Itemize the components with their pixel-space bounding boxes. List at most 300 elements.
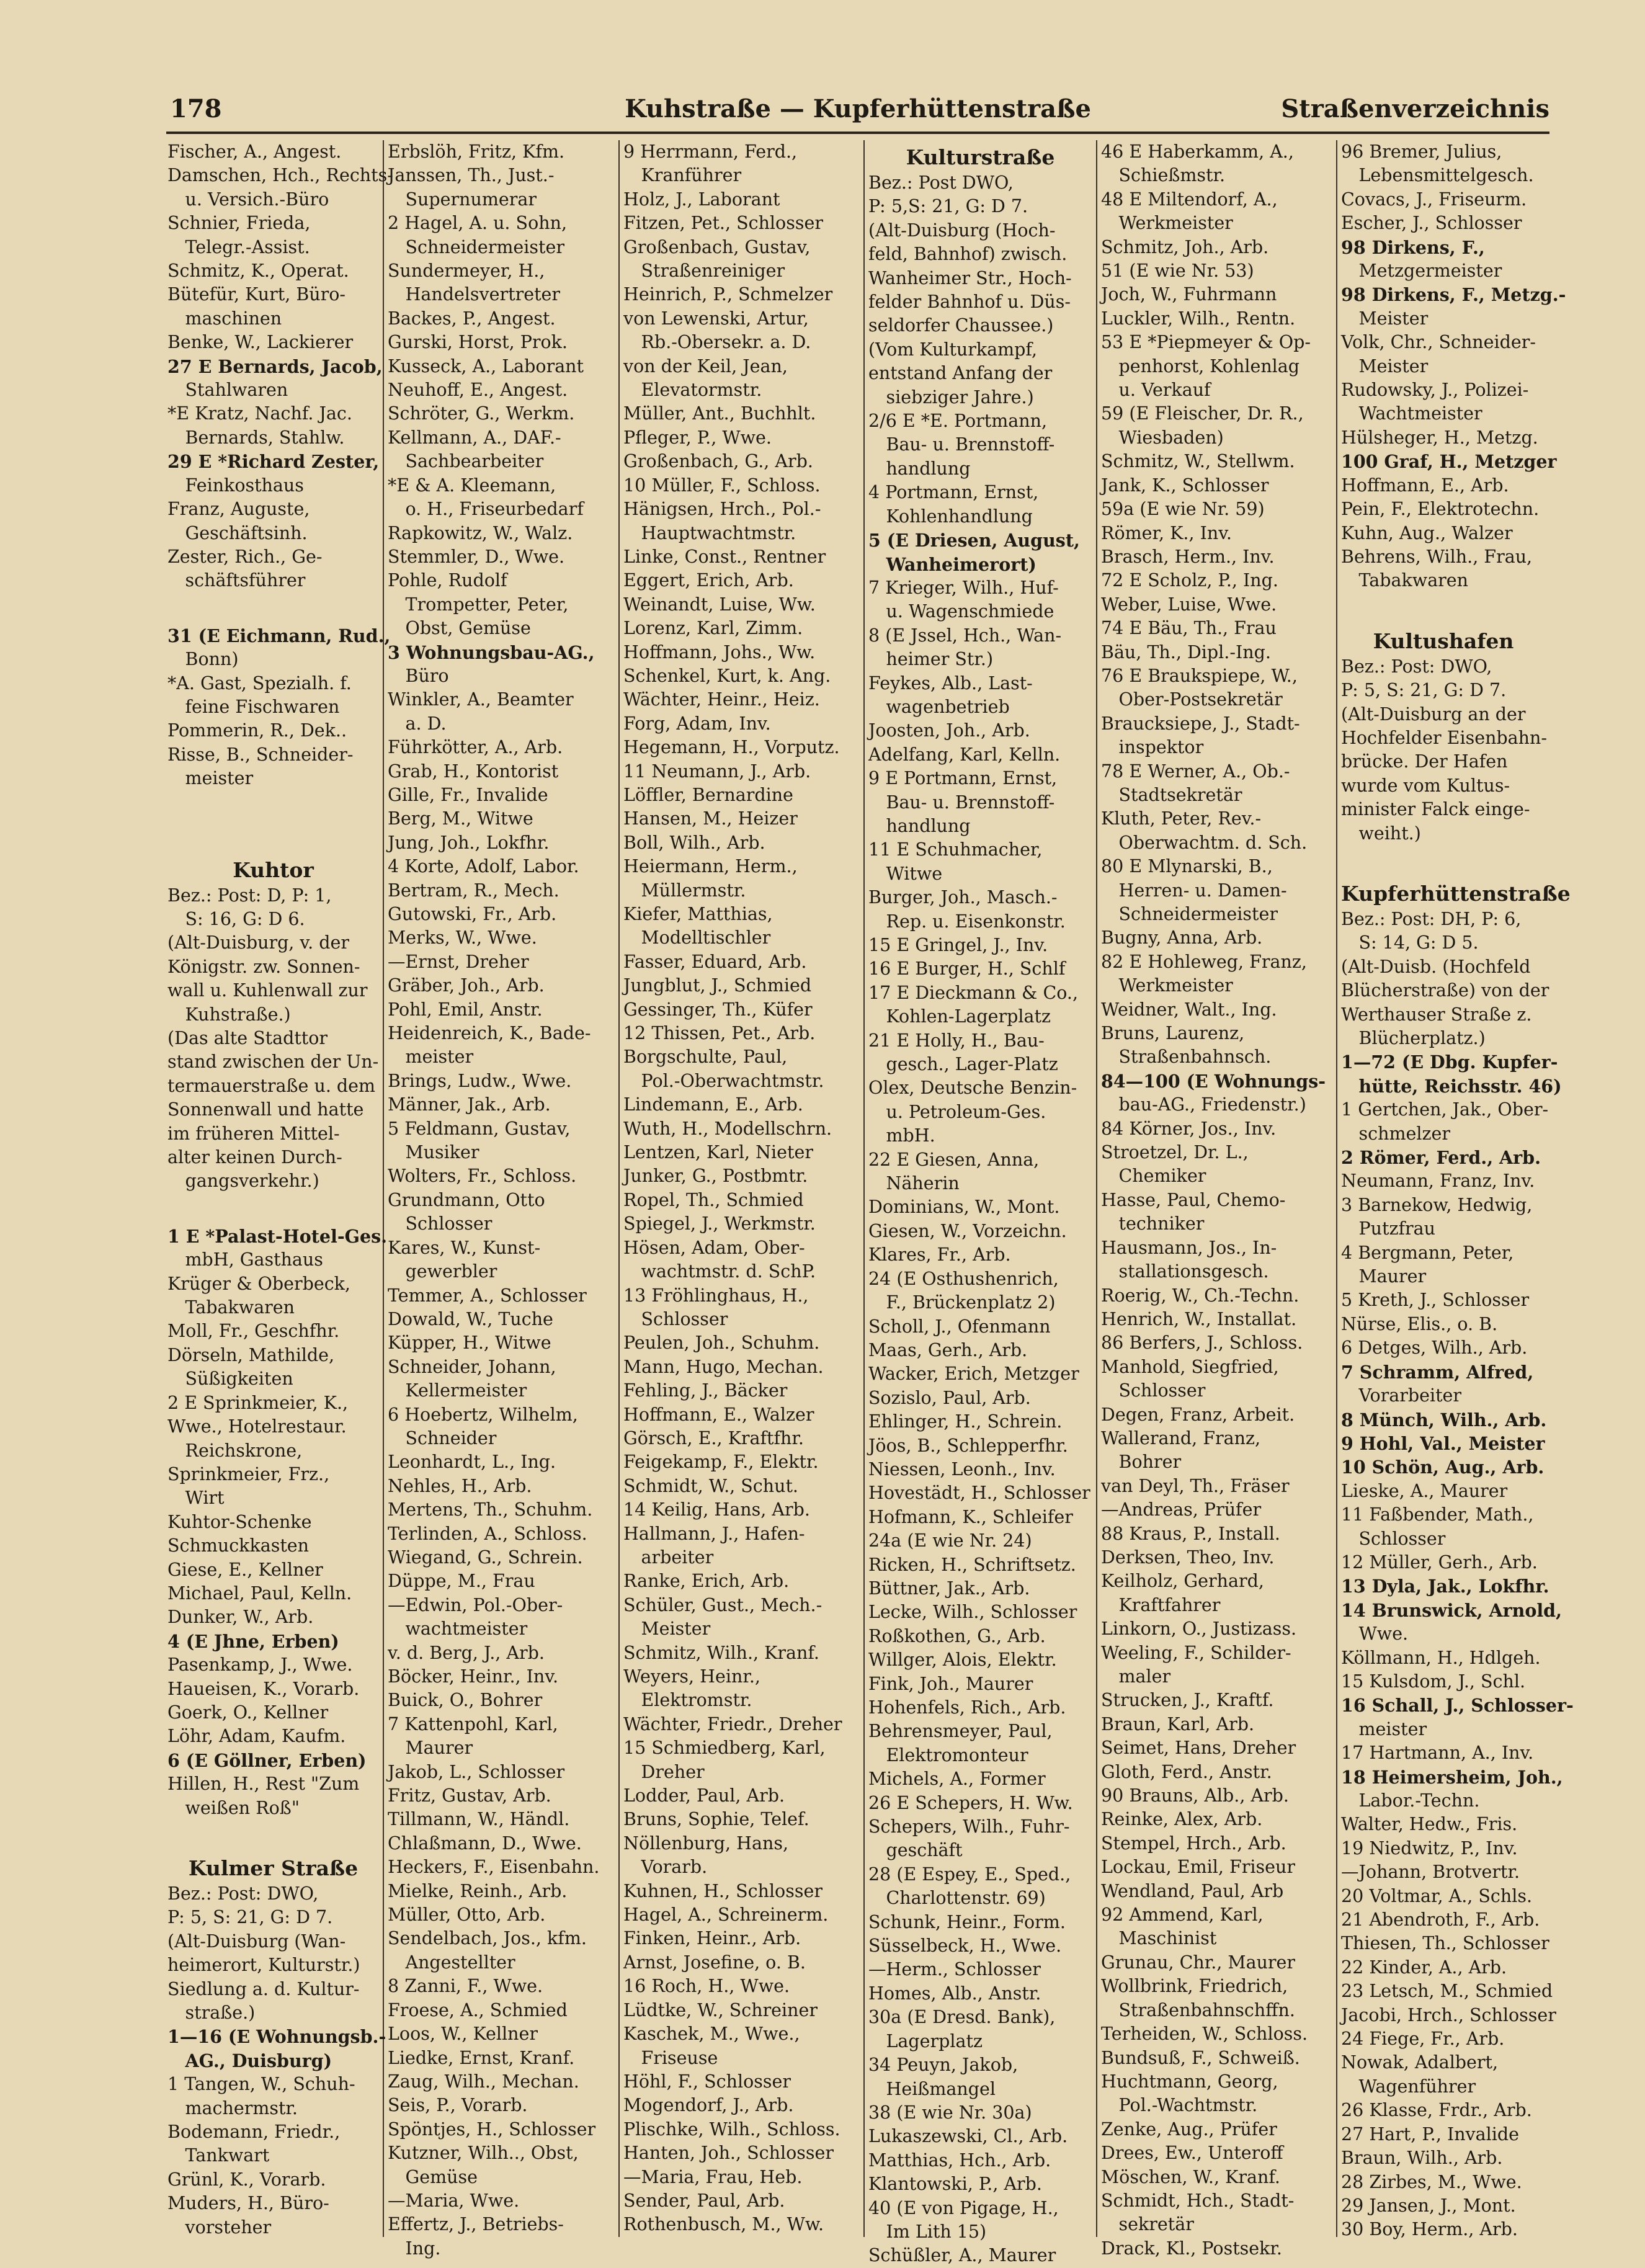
directory-entry: 1 Tangen, W., Schuh- <box>167 2074 355 2095</box>
column-3 <box>620 140 865 2237</box>
directory-entry: inspektor <box>1101 737 1204 758</box>
directory-entry: Hänigsen, Hrch., Pol.- <box>623 499 821 520</box>
directory-entry: —Ernst, Dreher <box>388 951 529 972</box>
directory-entry: Michels, A., Former <box>868 1769 1046 1790</box>
directory-entry: Roerig, W., Ch.-Techn. <box>1101 1285 1300 1306</box>
directory-entry: (Das alte Stadttor <box>167 1028 328 1048</box>
directory-entry: Schepers, Wilh., Fuhr- <box>868 1816 1070 1837</box>
directory-entry: schäftsführer <box>167 570 306 591</box>
directory-entry: 9 Herrmann, Ferd., <box>623 141 798 162</box>
directory-entry: 6 Detges, Wilh., Arb. <box>1341 1337 1528 1359</box>
directory-entry: Wiesbaden) <box>1101 427 1224 448</box>
directory-entry: Hovestädt, H., Schlosser <box>868 1483 1090 1504</box>
directory-entry: 84—100 (E Wohnungs- <box>1101 1070 1326 1092</box>
directory-entry: Schunk, Heinr., Form. <box>868 1911 1066 1932</box>
directory-entry: 24 Fiege, Fr., Arb. <box>1341 2029 1505 2050</box>
directory-entry: Niessen, Leonh., Inv. <box>868 1458 1056 1480</box>
directory-entry: Schüler, Gust., Mech.- <box>623 1594 822 1615</box>
directory-entry: Rudowsky, J., Polizei- <box>1341 380 1529 401</box>
directory-entry: Führkötter, A., Arb. <box>388 737 563 758</box>
columns-container <box>164 140 1574 2266</box>
directory-entry: Büttner, Jak., Arb. <box>868 1578 1030 1599</box>
directory-entry: (Alt-Duisburg an der <box>1341 703 1526 725</box>
directory-entry: Kiefer, Matthias, <box>623 904 773 924</box>
directory-entry: Bez.: Post: DWO, <box>167 1883 319 1904</box>
directory-entry: Weinandt, Luise, Ww. <box>623 594 816 615</box>
directory-entry: mbH. <box>868 1125 935 1146</box>
directory-entry: Liedke, Ernst, Kranf. <box>388 2047 575 2068</box>
directory-entry: Stemmler, D., Wwe. <box>388 546 565 567</box>
directory-entry: Wuth, H., Modellschrn. <box>623 1118 832 1139</box>
directory-entry: Schmitz, Joh., Arb. <box>1101 236 1269 257</box>
directory-entry: Kuhstraße.) <box>167 1004 291 1025</box>
directory-entry: Tabakwaren <box>167 1297 295 1318</box>
directory-entry: Schneidermeister <box>1101 904 1278 924</box>
column-4 <box>865 140 1097 2266</box>
directory-entry: Wanheimer Str., Hoch- <box>868 267 1072 288</box>
directory-entry: Bruns, Sophie, Telef. <box>623 1809 809 1830</box>
directory-entry: Homes, Alb., Anstr. <box>868 1983 1041 2004</box>
directory-entry: 24 (E Osthushenrich, <box>868 1268 1059 1289</box>
directory-entry: Seis, P., Vorarb. <box>388 2095 528 2116</box>
directory-entry: Hagel, A., Schreinerm. <box>623 1904 829 1926</box>
directory-entry: gangsverkehr.) <box>167 1171 319 1192</box>
directory-entry: Wächter, Friedr., Dreher <box>623 1713 842 1734</box>
directory-entry: Modelltischler <box>623 927 771 949</box>
directory-entry: 51 (E wie Nr. 53) <box>1101 261 1254 282</box>
directory-entry: Forg, Adam, Inv. <box>623 713 771 734</box>
directory-entry: Thiesen, Th., Schlosser <box>1341 1933 1549 1954</box>
directory-entry: Mann, Hugo, Mechan. <box>623 1356 824 1377</box>
directory-entry: Kares, W., Kunst- <box>388 1237 541 1258</box>
directory-entry: Schlosser <box>1101 1380 1206 1401</box>
spacer <box>167 1194 379 1225</box>
directory-entry: Scholl, J., Ofenmann <box>868 1316 1051 1337</box>
directory-entry: Schmidt, W., Schut. <box>623 1475 798 1496</box>
directory-entry: Schneider, Johann, <box>388 1356 556 1377</box>
directory-entry: 30a (E Dresd. Bank), <box>868 2007 1056 2028</box>
directory-entry: Jakob, L., Schlosser <box>388 1761 565 1782</box>
directory-entry: Junker, G., Postbmtr. <box>623 1166 808 1187</box>
directory-entry: Elektromstr. <box>623 1690 752 1711</box>
directory-entry: Metzgermeister <box>1341 261 1502 282</box>
directory-entry: 18 Heimersheim, Joh., <box>1341 1766 1563 1788</box>
directory-entry: termauerstraße u. dem <box>167 1075 376 1096</box>
directory-entry: Labor.-Techn. <box>1341 1790 1480 1811</box>
directory-entry: Handelsvertreter <box>388 284 561 305</box>
directory-entry: Bonn) <box>167 649 239 670</box>
directory-entry: Bez.: Post: D, P: 1, <box>167 885 332 906</box>
directory-entry: Zaug, Wilh., Mechan. <box>388 2071 579 2092</box>
directory-entry: —Maria, Frau, Heb. <box>623 2166 803 2187</box>
directory-entry: Obst, Gemüse <box>388 618 531 639</box>
directory-entry: 90 Brauns, Alb., Arb. <box>1101 1785 1289 1806</box>
directory-entry: Tabakwaren <box>1341 570 1469 591</box>
directory-entry: 4 (E Jhne, Erben) <box>167 1630 339 1652</box>
directory-entry: 5 Feldmann, Gustav, <box>388 1118 571 1139</box>
directory-entry: Hallmann, J., Hafen- <box>623 1523 805 1544</box>
directory-entry: Nöllenburg, Hans, <box>623 1833 789 1854</box>
street-heading: Kupferhüttenstraße <box>1341 881 1571 906</box>
directory-entry: Merks, W., Wwe. <box>388 927 537 949</box>
directory-entry: Hasse, Paul, Chemo- <box>1101 1189 1286 1210</box>
directory-entry: P: 5, S: 21, G: D 7. <box>1341 680 1507 701</box>
directory-entry: Lebensmittelgesch. <box>1341 165 1534 186</box>
directory-entry: Walter, Hedw., Fris. <box>1341 1814 1518 1835</box>
street-heading: Kultushafen <box>1373 628 1514 653</box>
directory-entry: Näherin <box>868 1173 960 1194</box>
directory-entry: Franz, Auguste, <box>167 499 310 520</box>
directory-entry: P: 5,S: 21, G: D 7. <box>868 196 1028 217</box>
directory-entry: (Alt-Duisburg (Hoch- <box>868 220 1056 241</box>
directory-entry: entstand Anfang der <box>868 363 1053 384</box>
directory-entry: Peulen, Joh., Schuhm. <box>623 1333 820 1354</box>
directory-entry: Fritz, Gustav, Arb. <box>388 1785 551 1806</box>
directory-entry: Seimet, Hans, Dreher <box>1101 1738 1296 1759</box>
directory-entry: meister <box>388 1047 474 1068</box>
directory-entry: Vorarb. <box>623 1857 708 1878</box>
directory-entry: Kuhnen, H., Schlosser <box>623 1880 822 1901</box>
directory-entry: Ober-Postsekretär <box>1101 689 1283 710</box>
directory-entry: Adelfang, Karl, Kelln. <box>868 744 1061 765</box>
directory-entry: —Edwin, Pol.-Ober- <box>388 1594 563 1615</box>
directory-entry: Kellmann, A., DAF.- <box>388 427 561 448</box>
directory-entry: *E Kratz, Nachf. Jac. <box>167 403 352 424</box>
directory-entry: F., Brückenplatz 2) <box>868 1292 1056 1313</box>
directory-entry: Putzfrau <box>1341 1218 1436 1239</box>
directory-entry: Kuhtor-Schenke <box>167 1511 312 1532</box>
directory-entry: Hohenfels, Rich., Arb. <box>868 1697 1066 1718</box>
directory-entry: Bertram, R., Mech. <box>388 880 559 901</box>
directory-entry: Reinke, Alex, Arb. <box>1101 1809 1263 1830</box>
directory-entry: Linkorn, O., Justizass. <box>1101 1618 1297 1640</box>
directory-entry: Heinrich, P., Schmelzer <box>623 284 833 305</box>
directory-entry: Römer, K., Inv. <box>1101 522 1232 543</box>
directory-entry: 38 (E wie Nr. 30a) <box>868 2102 1032 2123</box>
directory-entry: gewerbler <box>388 1261 497 1282</box>
directory-entry: Mertens, Th., Schuhm. <box>388 1499 593 1520</box>
directory-entry: Ropel, Th., Schmied <box>623 1189 804 1210</box>
directory-entry: Sendelbach, Jos., kfm. <box>388 1928 587 1949</box>
directory-entry: 19 Niedwitz, P., Inv. <box>1341 1837 1518 1859</box>
directory-entry: feld, Bahnhof) zwisch. <box>868 244 1068 265</box>
directory-entry: —Johann, Brotvertr. <box>1341 1862 1520 1883</box>
directory-entry: Im Lith 15) <box>868 2221 987 2242</box>
directory-entry: Grunau, Chr., Maurer <box>1101 1952 1296 1973</box>
directory-entry: wurde vom Kultus- <box>1341 775 1510 796</box>
directory-entry: 22 Kinder, A., Arb. <box>1341 1957 1507 1978</box>
directory-entry: Pol.-Oberwachtmstr. <box>623 1070 824 1091</box>
directory-entry: Strucken, J., Kraftf. <box>1101 1690 1274 1711</box>
directory-entry: Stempel, Hrch., Arb. <box>1101 1833 1286 1854</box>
directory-entry: Hoffmann, E., Arb. <box>1341 475 1509 496</box>
directory-entry: Gutowski, Fr., Arb. <box>388 904 557 924</box>
directory-entry: Jungblut, J., Schmied <box>623 975 812 996</box>
directory-entry: 21 Abendroth, F., Arb. <box>1341 1909 1540 1931</box>
directory-entry: Lentzen, Karl, Nieter <box>623 1142 813 1163</box>
directory-entry: 15 Schmiedberg, Karl, <box>623 1738 826 1759</box>
directory-entry: 3 Wohnungsbau-AG., <box>388 641 595 663</box>
directory-entry: stand zwischen der Un- <box>167 1051 379 1073</box>
directory-entry: Holz, J., Laborant <box>623 189 780 210</box>
directory-entry: Wiegand, G., Schrein. <box>388 1547 583 1568</box>
directory-entry: AG., Duisburg) <box>167 2050 332 2071</box>
directory-entry: mbH, Gasthaus <box>167 1249 323 1270</box>
directory-entry: Blücherstraße) von der <box>1341 980 1549 1001</box>
directory-entry: Süßigkeiten <box>167 1368 293 1390</box>
directory-entry: van Deyl, Th., Fräser <box>1101 1475 1290 1496</box>
directory-entry: Charlottenstr. 69) <box>868 1888 1046 1909</box>
directory-entry: heimerort, Kulturstr.) <box>167 1955 360 1976</box>
directory-entry: sekretär <box>1101 2214 1194 2235</box>
directory-entry: 22 E Giesen, Anna, <box>868 1149 1040 1170</box>
directory-entry: Bau- u. Brennstoff- <box>868 434 1055 455</box>
directory-entry: Zester, Rich., Ge- <box>167 546 323 567</box>
street-heading: Kulturstraße <box>906 145 1055 169</box>
directory-entry: u. Petroleum-Ges. <box>868 1101 1046 1122</box>
directory-entry: (Vom Kulturkampf, <box>868 339 1038 360</box>
directory-entry: Schmuckkasten <box>167 1535 310 1556</box>
directory-entry: Grünl, K., Vorarb. <box>167 2169 326 2190</box>
directory-entry: Rothenbusch, M., Ww. <box>623 2214 824 2235</box>
directory-entry: machermstr. <box>167 2097 298 2118</box>
directory-entry: 11 E Schuhmacher, <box>868 839 1043 860</box>
directory-entry: 7 Kattenpohl, Karl, <box>388 1713 558 1734</box>
directory-entry: Hansen, M., Heizer <box>623 808 798 829</box>
directory-entry: 7 Krieger, Wilh., Huf- <box>868 577 1059 598</box>
spacer <box>1341 846 1546 877</box>
directory-entry: 11 Neumann, J., Arb. <box>623 761 811 782</box>
directory-entry: Pommerin, R., Dek.. <box>167 720 347 741</box>
directory-entry: Zenke, Aug., Prüfer <box>1101 2118 1277 2140</box>
directory-entry: Giesen, W., Vorzeichn. <box>868 1220 1067 1241</box>
directory-entry: Pein, F., Elektrotechn. <box>1341 499 1540 520</box>
directory-entry: Sonnenwall und hatte <box>167 1099 364 1120</box>
column-1 <box>164 140 393 2238</box>
directory-entry: 29 Jansen, J., Mont. <box>1341 2195 1516 2216</box>
directory-entry: wachtmstr. d. SchP. <box>623 1261 816 1282</box>
spacer <box>1341 593 1546 624</box>
directory-entry: im früheren Mittel- <box>167 1123 340 1144</box>
directory-entry: Heidenreich, K., Bade- <box>388 1023 591 1044</box>
directory-entry: Weber, Luise, Wwe. <box>1101 594 1277 615</box>
directory-entry: 1—16 (E Wohnungsb.- <box>167 2026 386 2048</box>
directory-entry: 8 Zanni, F., Wwe. <box>388 1976 543 1997</box>
directory-entry: Plischke, Wilh., Schloss. <box>623 2118 840 2140</box>
directory-entry: 4 Bergmann, Peter, <box>1341 1242 1514 1263</box>
section-title: Straßenverzeichnis <box>1281 94 1549 123</box>
directory-entry: 59 (E Fleischer, Dr. R., <box>1101 403 1304 424</box>
directory-entry: Loos, W., Kellner <box>388 2024 538 2045</box>
directory-entry: Bundsuß, F., Schweiß. <box>1101 2047 1300 2068</box>
directory-entry: Bau- u. Brennstoff- <box>868 792 1055 813</box>
directory-entry: 27 Hart, P., Invalide <box>1341 2123 1519 2145</box>
directory-entry: 53 E *Piepmeyer & Op- <box>1101 332 1311 353</box>
directory-entry: Moll, Fr., Geschfhr. <box>167 1321 340 1342</box>
directory-entry: 29 E *Richard Zester, <box>167 451 380 473</box>
directory-entry: techniker <box>1101 1213 1205 1234</box>
directory-entry: 28 (E Espey, E., Sped., <box>868 1864 1071 1885</box>
directory-entry: Ranke, Erich, Arb. <box>623 1571 790 1592</box>
directory-entry: a. D. <box>388 713 447 734</box>
directory-entry: Rapkowitz, W., Walz. <box>388 522 573 543</box>
directory-entry: 88 Kraus, P., Install. <box>1101 1523 1280 1544</box>
directory-entry: Löffler, Bernardine <box>623 784 793 805</box>
directory-entry: u. Wagenschmiede <box>868 601 1054 622</box>
directory-entry: Fasser, Eduard, Arb. <box>623 951 807 972</box>
directory-entry: Spiegel, J., Werkmstr. <box>623 1213 816 1234</box>
directory-entry: Kuhn, Aug., Walzer <box>1341 522 1513 543</box>
directory-entry: 11 Faßbender, Math., <box>1341 1504 1534 1525</box>
running-title: Kuhstraße — Kupferhüttenstraße <box>625 94 1091 123</box>
directory-entry: Hauptwachtmstr. <box>623 522 796 543</box>
column-2 <box>384 140 620 2259</box>
directory-entry: Covacs, J., Friseurm. <box>1341 189 1527 210</box>
directory-entry: Bez.: Post DWO, <box>868 172 1014 193</box>
directory-entry: Reichskrone, <box>167 1440 303 1461</box>
directory-entry: Hillen, H., Rest "Zum <box>167 1774 360 1795</box>
directory-entry: Maschinist <box>1101 1928 1217 1949</box>
directory-entry: Kaschek, M., Wwe., <box>623 2024 800 2045</box>
column-5 <box>1097 140 1337 2259</box>
directory-entry: Sozislo, Paul, Arb. <box>868 1387 1031 1408</box>
directory-entry: minister Falck einge- <box>1341 799 1530 820</box>
directory-entry: (Alt-Duisb. (Hochfeld <box>1341 956 1531 977</box>
directory-entry: Müllermstr. <box>623 880 746 901</box>
directory-entry: 2 Römer, Ferd., Arb. <box>1341 1147 1541 1169</box>
directory-entry: Erbslöh, Fritz, Kfm. <box>388 141 565 162</box>
directory-entry: Bäu, Th., Dipl.-Ing. <box>1101 641 1271 663</box>
directory-entry: Linke, Const., Rentner <box>623 546 826 567</box>
directory-entry: (Alt-Duisburg (Wan- <box>167 1931 346 1952</box>
directory-entry: 12 Müller, Gerh., Arb. <box>1341 1551 1538 1573</box>
directory-entry: S: 16, G: D 6. <box>167 908 305 929</box>
directory-entry: bau-AG., Friedenstr.) <box>1101 1094 1306 1115</box>
directory-entry: Buick, O., Bohrer <box>388 1690 543 1711</box>
directory-entry: Wendland, Paul, Arb <box>1101 1880 1284 1901</box>
directory-entry: 23 Letsch, M., Schmied <box>1341 1981 1553 2002</box>
directory-entry: Kutzner, Wilh.., Obst, <box>388 2143 579 2164</box>
directory-entry: Lorenz, Karl, Zimm. <box>623 618 803 639</box>
directory-entry: S: 14, G: D 5. <box>1341 932 1479 953</box>
directory-entry: Jank, K., Schlosser <box>1101 475 1269 496</box>
directory-entry: 15 E Gringel, J., Inv. <box>868 935 1048 955</box>
directory-entry: Fitzen, Pet., Schlosser <box>623 213 823 234</box>
directory-entry: Pfleger, P., Wwe. <box>623 427 772 448</box>
directory-entry: Büro <box>388 665 449 686</box>
directory-entry: Elektromonteur <box>868 1744 1028 1766</box>
directory-entry: Köllmann, H., Hdlgeh. <box>1341 1647 1541 1668</box>
directory-entry: 84 Körner, Jos., Inv. <box>1101 1118 1277 1139</box>
directory-entry: Feykes, Alb., Last- <box>868 672 1033 694</box>
directory-entry: von der Keil, Jean, <box>623 355 788 377</box>
directory-entry: Friseuse <box>623 2047 718 2068</box>
directory-entry: feine Fischwaren <box>167 696 340 717</box>
directory-entry: 17 Hartmann, A., Inv. <box>1341 1743 1534 1764</box>
directory-entry: Maurer <box>1341 1266 1427 1287</box>
directory-entry: weißen Roß" <box>167 1797 300 1818</box>
directory-entry: 92 Ammend, Karl, <box>1101 1904 1264 1926</box>
directory-entry: Weyers, Heinr., <box>623 1666 760 1687</box>
directory-entry: Gloth, Ferd., Anstr. <box>1101 1761 1272 1782</box>
directory-entry: 7 Schramm, Alfred, <box>1341 1361 1534 1383</box>
directory-entry: Männer, Jak., Arb. <box>388 1094 551 1115</box>
directory-entry: Lukaszewski, Cl., Arb. <box>868 2126 1068 2147</box>
directory-entry: Volk, Chr., Schneider- <box>1341 332 1536 353</box>
directory-entry: Bodemann, Friedr., <box>167 2122 341 2143</box>
directory-entry: Wollbrink, Friedrich, <box>1101 1976 1288 1997</box>
directory-entry: Kohlenhandlung <box>868 506 1033 527</box>
directory-entry: Wallerand, Franz, <box>1101 1427 1261 1449</box>
directory-entry: P: 5, S: 21, G: D 7. <box>167 1907 333 1928</box>
directory-entry: Kluth, Peter, Rev.- <box>1101 808 1262 829</box>
directory-entry: Froese, A., Schmied <box>388 1999 568 2020</box>
directory-entry: Böcker, Heinr., Inv. <box>388 1666 559 1687</box>
directory-entry: seldorfer Chaussee.) <box>868 315 1054 336</box>
directory-entry: Tankwart <box>167 2145 270 2166</box>
directory-entry: Sundermeyer, H., <box>388 261 545 282</box>
directory-entry: Dörseln, Mathilde, <box>167 1344 335 1365</box>
directory-entry: Musiker <box>388 1142 479 1163</box>
directory-entry: Temmer, A., Schlosser <box>388 1285 587 1306</box>
directory-entry: 100 Graf, H., Metzger <box>1341 451 1557 473</box>
directory-entry: Matthias, Hch., Arb. <box>868 2150 1051 2171</box>
directory-entry: Chemiker <box>1101 1166 1206 1187</box>
directory-entry: Maurer <box>388 1738 473 1759</box>
directory-entry: Schlosser <box>1341 1528 1446 1549</box>
directory-entry: Dowald, W., Tuche <box>388 1308 553 1329</box>
directory-entry: Mogendorf, J., Arb. <box>623 2095 794 2116</box>
directory-entry: meister <box>167 768 254 789</box>
directory-entry: Boll, Wilh., Arb. <box>623 832 765 853</box>
directory-entry: hütte, Reichsstr. 46) <box>1341 1075 1562 1097</box>
directory-entry: Drack, Kl., Postsekr. <box>1101 2238 1282 2259</box>
directory-entry: (Alt-Duisburg, v. der <box>167 932 350 953</box>
directory-entry: Hoffmann, E., Walzer <box>623 1404 814 1425</box>
directory-entry: Keilholz, Gerhard, <box>1101 1571 1264 1592</box>
directory-entry: 72 E Scholz, P., Ing. <box>1101 570 1278 591</box>
directory-entry: 21 E Holly, H., Bau- <box>868 1030 1045 1051</box>
directory-entry: Klares, Fr., Arb. <box>868 1244 1011 1266</box>
directory-entry: Königstr. zw. Sonnen- <box>167 956 360 977</box>
directory-entry: Fehling, J., Bäcker <box>623 1380 788 1401</box>
directory-entry: o. H., Friseurbedarf <box>388 499 584 520</box>
directory-entry: Chlaßmann, D., Wwe. <box>388 1833 582 1854</box>
directory-entry: Wagenführer <box>1341 2076 1476 2097</box>
directory-entry: Olex, Deutsche Benzin- <box>868 1078 1077 1099</box>
directory-entry: Bugny, Anna, Arb. <box>1101 927 1263 949</box>
directory-entry: *A. Gast, Spezialh. f. <box>167 672 352 694</box>
directory-entry: Hochfelder Eisenbahn- <box>1341 727 1547 748</box>
directory-entry: Lüdtke, W., Schreiner <box>623 1999 818 2020</box>
directory-entry: 14 Keilig, Hans, Arb. <box>623 1499 810 1520</box>
directory-entry: Braun, Karl, Arb. <box>1101 1713 1255 1734</box>
directory-entry: 98 Dirkens, F., <box>1341 236 1485 258</box>
directory-entry: 15 Kulsdom, J., Schl. <box>1341 1671 1526 1692</box>
directory-entry: Höhl, F., Schlosser <box>623 2071 791 2092</box>
directory-entry: stallationsgesch. <box>1101 1261 1269 1282</box>
directory-entry: Pol.-Wachtmstr. <box>1101 2095 1258 2116</box>
directory-entry: 96 Bremer, Julius, <box>1341 141 1502 162</box>
directory-entry: Hoffmann, Johs., Ww. <box>623 641 816 663</box>
directory-entry: Haueisen, K., Vorarb. <box>167 1678 360 1699</box>
directory-entry: Müller, Ant., Buchhlt. <box>623 403 816 424</box>
directory-entry: Krüger & Oberbeck, <box>167 1273 350 1294</box>
directory-entry: Joosten, Joh., Arb. <box>868 720 1030 741</box>
directory-entry: Braucksiepe, J., Stadt- <box>1101 713 1300 734</box>
directory-entry: Gille, Fr., Invalide <box>388 784 548 805</box>
directory-entry: Feinkosthaus <box>167 475 304 496</box>
